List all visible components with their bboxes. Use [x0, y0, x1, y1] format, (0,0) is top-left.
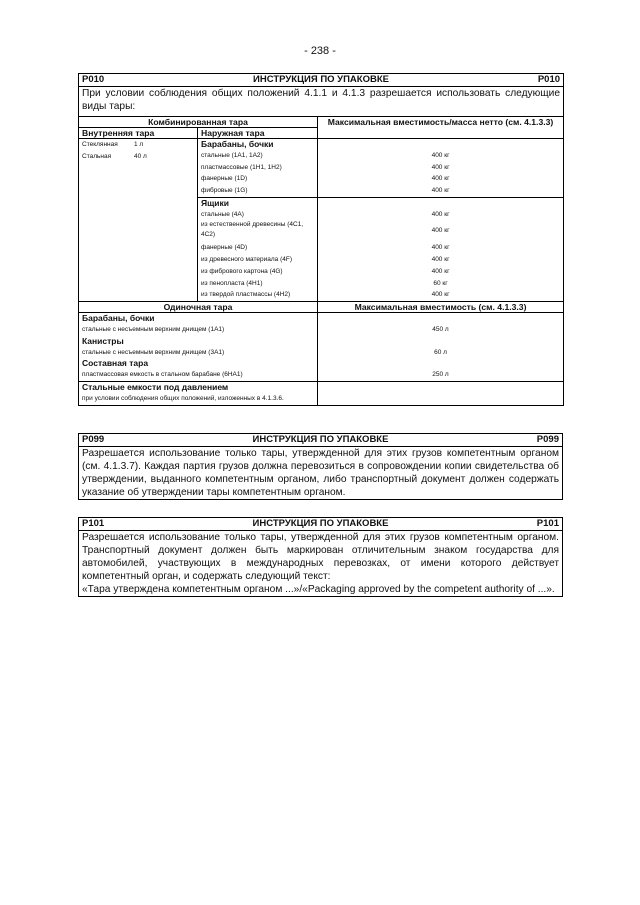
p101-body — [79, 531, 563, 597]
box-item: из древесного материала (4F) — [201, 256, 292, 264]
p101-quote: «Тара утверждена компетентным органом ...»/«Packaging approved by the competent authority of ...». — [82, 584, 555, 595]
drum-item: фанерные (1D) — [201, 175, 248, 183]
pressure-text: при условии соблюдения общих положений, изложенных в 4.1.3.6. — [82, 394, 284, 402]
box-value: 400 кг — [431, 244, 450, 252]
single-group-jerricans: Канистры — [82, 335, 124, 346]
inner-packaging-header: Внутренняя тара — [79, 128, 198, 139]
single-item: стальные с несъемным верхним днищем (1A1) — [82, 325, 225, 333]
p010-code-left: P010 — [82, 74, 105, 85]
drums-header: Барабаны, бочки — [201, 139, 274, 149]
drum-item: фибровые (1G) — [201, 187, 248, 195]
pressure-value-cell — [318, 381, 564, 405]
box-value: 400 кг — [431, 291, 450, 299]
drums-list — [198, 139, 318, 198]
outer-packaging-header: Наружная тара — [198, 128, 318, 139]
single-group-composite: Составная тара — [82, 358, 149, 369]
p099-code-right: P099 — [536, 434, 559, 445]
single-item: стальные с несъемным верхним днищем (3A1) — [82, 348, 225, 356]
box-item: фанерные (4D) — [201, 244, 248, 252]
p101-code-left: P101 — [82, 518, 105, 529]
inner-item: Стальная 40 л — [82, 152, 147, 160]
box-value: 400 кг — [431, 267, 450, 275]
page-number: - 238 - — [304, 45, 336, 57]
p010-header-row — [79, 74, 564, 87]
boxes-header: Ящики — [201, 197, 229, 208]
p099-title: ИНСТРУКЦИЯ ПО УПАКОВКЕ — [252, 434, 389, 445]
drum-value: 400 кг — [431, 152, 450, 159]
inner-packaging-list — [79, 139, 198, 302]
pressure-receptacles — [79, 381, 318, 405]
box-item: из пенопласта (4H1) — [201, 279, 263, 287]
p101-instruction-box — [78, 517, 563, 597]
single-item: пластмассовая емкость в стальном барабане (6HA1) — [82, 371, 243, 379]
box-item: из естественной древесины (4C1, 4C2) — [201, 221, 304, 239]
drum-value: 400 кг — [431, 187, 450, 195]
drum-value: 400 кг — [431, 163, 450, 171]
p101-code-right: P101 — [536, 518, 559, 529]
single-packaging-list — [79, 312, 318, 381]
single-value: 250 л — [432, 371, 449, 379]
inner-item: Стеклянная 1 л — [82, 141, 144, 148]
p010-instruction-box — [78, 73, 564, 406]
box-item: из фибрового картона (4G) — [201, 267, 283, 275]
p099-header-row — [79, 434, 563, 447]
p099-text: Разрешается использование только тары, утвержденной для этих грузов компетентным органом (см. 4.1.3.7). Каждая партия грузов должна перевозиться в сопровождении копии свидетельства об утверждении, выданного компетентным органом, либо транспортный документ должен содержать указание об утверждении тары компетентным органом. — [79, 447, 563, 500]
pressure-header: Стальные емкости под давлением — [82, 381, 229, 392]
max-capacity-header: Максимальная вместимость (см. 4.1.3.3) — [318, 301, 564, 312]
single-group-drums: Барабаны, бочки — [82, 312, 155, 323]
box-item: из твердой пластмассы (4H2) — [201, 291, 291, 299]
box-value: 400 кг — [431, 256, 450, 264]
box-item: стальные (4A) — [201, 210, 244, 218]
combined-packaging-header: Комбинированная тара — [79, 117, 318, 128]
p010-code-right: P010 — [537, 74, 561, 85]
single-packaging-header: Одиночная тара — [79, 301, 318, 312]
p010-intro: При условии соблюдения общих положений 4.1.1 и 4.1.3 разрешается использовать следующие виды тары: — [79, 87, 564, 117]
p101-text: Разрешается использование только тары, утвержденной для этих грузов компетентным органом. Транспортный документ должен быть маркирован отличительным знаком государства для автомобилей, участвующих в международных перевозках, от имени которого действует компетентный орган, и содержать следующий текст: — [82, 532, 559, 582]
p010-title: ИНСТРУКЦИЯ ПО УПАКОВКЕ — [253, 74, 389, 85]
boxes-values — [318, 197, 564, 301]
p101-title: ИНСТРУКЦИЯ ПО УПАКОВКЕ — [252, 518, 389, 529]
drum-item: пластмассовые (1H1, 1H2) — [201, 163, 282, 171]
drum-value: 400 кг — [431, 175, 450, 183]
p101-header-row — [79, 518, 563, 531]
box-value: 400 кг — [431, 210, 450, 218]
drum-item: стальные (1A1, 1A2) — [201, 152, 263, 159]
p099-instruction-box — [78, 433, 563, 500]
boxes-list — [198, 197, 318, 301]
single-value: 60 л — [434, 348, 447, 356]
single-values — [318, 312, 564, 381]
p099-code-left: P099 — [82, 434, 105, 445]
max-net-mass-header: Максимальная вместимость/масса нетто (см. 4.1.3.3) — [318, 117, 564, 139]
box-value: 60 кг — [433, 279, 448, 287]
box-value: 400 кг — [431, 227, 450, 235]
single-value: 450 л — [432, 325, 449, 333]
drums-values — [318, 139, 564, 198]
